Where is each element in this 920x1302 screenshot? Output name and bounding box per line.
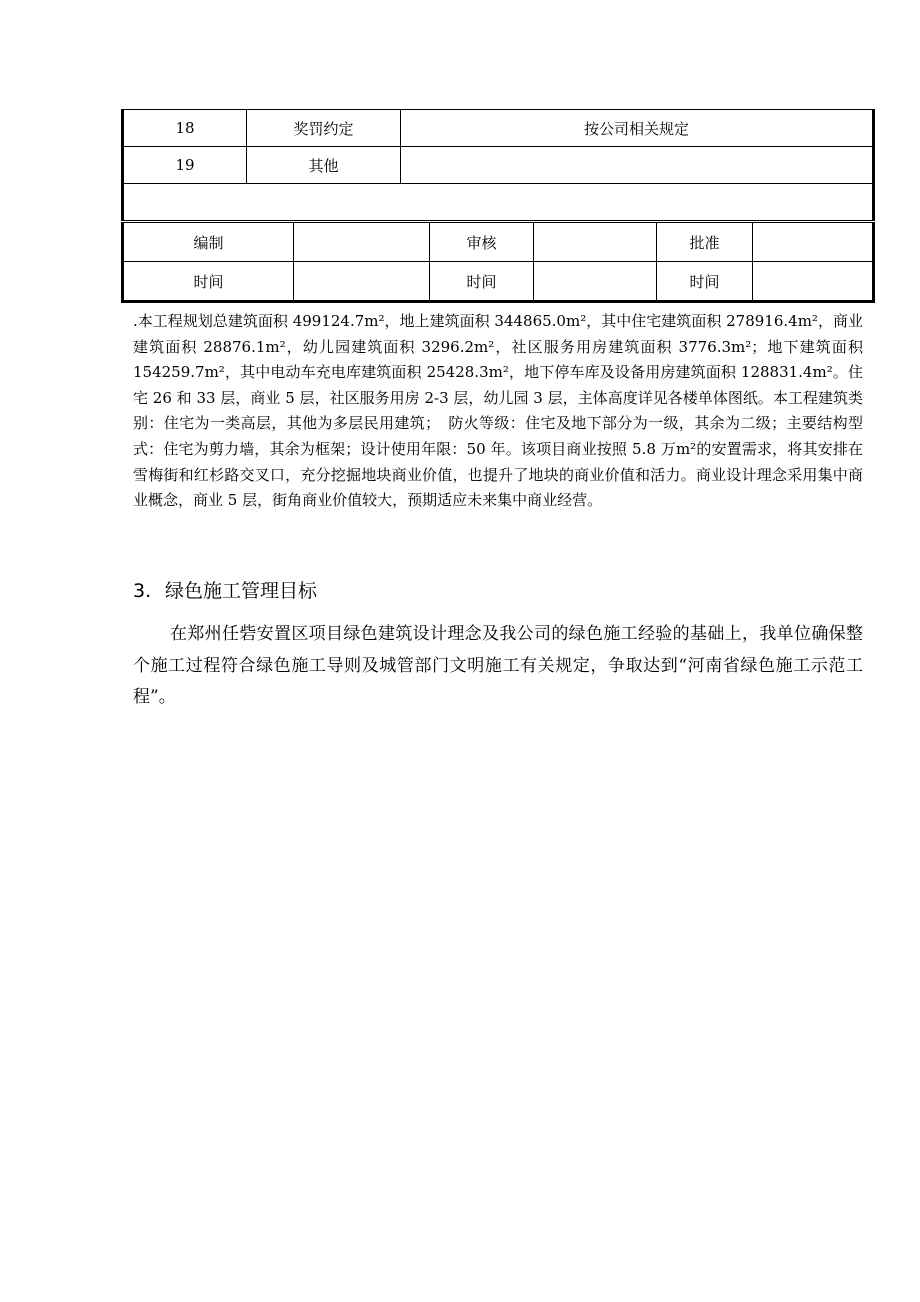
signature-table [121, 222, 875, 303]
project-overview-paragraph: .本工程规划总建筑面积 499124.7m²，地上建筑面积 344865.0m²，其中住宅建筑面积 278916.4m²，商业建筑面积 28876.1m²，幼儿园建筑面积 3296.2m²，社区服务用房建筑面积 3776.3m²；地下建筑面积 154259.7m²，其中电动车充电库建筑面积 25428.3m²，地下停车库及设备用房建筑面积 128831.4m²。住宅 26 和 33 层，商业 5 层，社区服务用房 2-3 层，幼儿园 3 层，主体高度详见各楼单体图纸。本工程建筑类别：住宅为一类高层，其他为多层民用建筑； 防火等级：住宅及地下部分为一级，其余为二级；主要结构型式：住宅为剪力墙，其余为框架；设计使用年限：50 年。该项目商业按照 5.8 万m²的安置需求，将其安排在雪梅街和红杉路交叉口，充分挖掘地块商业价值，也提升了地块的商业价值和活力。商业设计理念采用集中商业概念，商业 5 层，街角商业价值较大，预期适应未来集中商业经营。 [133, 312, 863, 510]
value-cell [294, 262, 430, 302]
value-cell [534, 262, 657, 302]
row-item: 其他 [247, 147, 401, 184]
row-number: 18 [123, 110, 247, 147]
label-compile: 编制 [123, 223, 294, 262]
section-title: 绿色施工管理目标 [165, 580, 318, 602]
section-number: 3. [133, 580, 152, 602]
terms-table [121, 109, 875, 221]
signature-row [123, 223, 874, 262]
label-time: 时间 [123, 262, 294, 302]
row-content: 按公司相关规定 [401, 110, 874, 147]
value-cell [294, 223, 430, 262]
value-cell [753, 223, 874, 262]
section-heading [133, 576, 317, 603]
row-number: 19 [123, 147, 247, 184]
table-row [123, 147, 874, 184]
label-time: 时间 [657, 262, 753, 302]
table-row [123, 110, 874, 147]
blank-cell [123, 184, 874, 221]
signature-row [123, 262, 874, 302]
label-review: 审核 [430, 223, 534, 262]
label-time: 时间 [430, 262, 534, 302]
blank-row [123, 184, 874, 221]
row-content [401, 147, 874, 184]
green-goal-paragraph: 在郑州任砦安置区项目绿色建筑设计理念及我公司的绿色施工经验的基础上，我单位确保整个施工过程符合绿色施工导则及城管部门文明施工有关规定，争取达到“河南省绿色施工示范工程”。 [133, 624, 863, 707]
label-approve: 批准 [657, 223, 753, 262]
value-cell [534, 223, 657, 262]
row-item: 奖罚约定 [247, 110, 401, 147]
value-cell [753, 262, 874, 302]
